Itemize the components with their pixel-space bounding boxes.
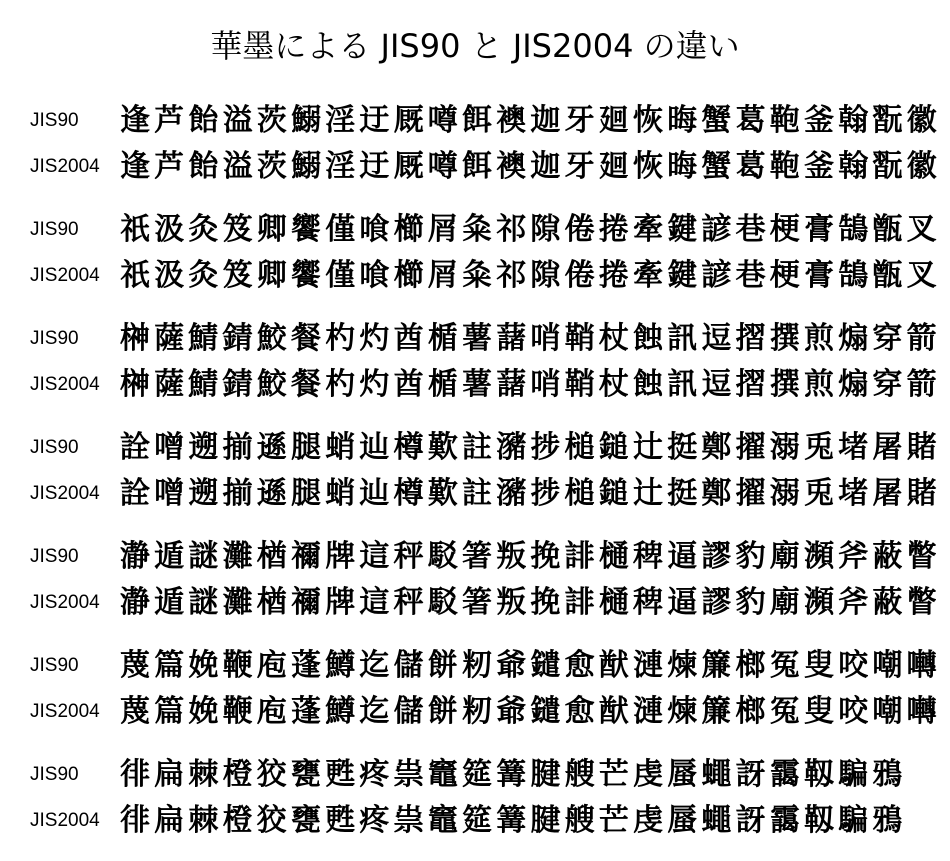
char-group-2 bbox=[0, 207, 950, 316]
glyph-sample: 蔑篇娩鞭庖蓬鱒迄儲餅籾爺鑓愈猷漣煉簾榔冤叟咬嘲囀 bbox=[120, 694, 941, 729]
glyph-sample: 榊薩鯖錆鮫餐杓灼酋楯薯藷哨鞘杖蝕訊逗摺撰煎煽穿箭 bbox=[120, 367, 941, 402]
row-label: JIS2004 bbox=[30, 156, 100, 177]
row-label: JIS2004 bbox=[30, 265, 100, 286]
row-label: JIS90 bbox=[30, 219, 79, 240]
glyph-sample: 瀞遁謎灘楢禰牌這秤駁箸叛挽誹樋稗逼謬豹廟瀕斧蔽瞥 bbox=[120, 539, 941, 574]
glyph-sample: 逢芦飴溢茨鰯淫迂厩噂餌襖迦牙廻恢晦蟹葛鞄釜翰翫徽 bbox=[120, 149, 941, 184]
row-jis90 bbox=[0, 98, 950, 144]
comparison-table bbox=[0, 98, 950, 861]
glyph-sample: 榊薩鯖錆鮫餐杓灼酋楯薯藷哨鞘杖蝕訊逗摺撰煎煽穿箭 bbox=[120, 321, 941, 356]
row-jis90 bbox=[0, 643, 950, 689]
glyph-sample: 詮噌遡揃遜腿蛸辿樽歎註瀦捗槌鎚辻挺鄭擢溺兎堵屠賭 bbox=[120, 430, 941, 465]
glyph-sample: 祇汲灸笈卿饗僅喰櫛屑粂祁隙倦捲牽鍵諺巷梗膏鵠甑叉 bbox=[120, 212, 941, 247]
row-jis2004 bbox=[0, 689, 950, 735]
row-jis90 bbox=[0, 534, 950, 580]
row-jis2004 bbox=[0, 580, 950, 626]
row-label: JIS90 bbox=[30, 655, 79, 676]
glyph-sample: 蔑篇娩鞭庖蓬鱒迄儲餅籾爺鑓愈猷漣煉簾榔冤叟咬嘲囀 bbox=[120, 648, 941, 683]
char-group-3 bbox=[0, 316, 950, 425]
glyph-sample: 詮噌遡揃遜腿蛸辿樽歎註瀦捗槌鎚辻挺鄭擢溺兎堵屠賭 bbox=[120, 476, 941, 511]
char-group-1 bbox=[0, 98, 950, 207]
row-jis2004 bbox=[0, 471, 950, 517]
char-group-5 bbox=[0, 534, 950, 643]
row-label: JIS90 bbox=[30, 328, 79, 349]
row-label: JIS2004 bbox=[30, 592, 100, 613]
row-jis2004 bbox=[0, 253, 950, 299]
page-title: 華墨による JIS90 と JIS2004 の違い bbox=[210, 27, 740, 65]
row-jis2004 bbox=[0, 144, 950, 190]
glyph-sample: 徘扁棘橙狡甕甦疼祟竈筵篝腱艘芒虔蜃蠅訝靄靱騙鴉 bbox=[120, 757, 907, 792]
row-jis90 bbox=[0, 425, 950, 471]
glyph-sample: 瀞遁謎灘楢禰牌這秤駁箸叛挽誹樋稗逼謬豹廟瀕斧蔽瞥 bbox=[120, 585, 941, 620]
glyph-sample: 徘扁棘橙狡甕甦疼祟竈筵篝腱艘芒虔蜃蠅訝靄靱騙鴉 bbox=[120, 803, 907, 838]
row-label: JIS90 bbox=[30, 764, 79, 785]
char-group-6 bbox=[0, 643, 950, 752]
row-jis90 bbox=[0, 207, 950, 253]
row-jis2004 bbox=[0, 362, 950, 408]
char-group-7 bbox=[0, 752, 950, 861]
row-jis2004 bbox=[0, 798, 950, 844]
row-jis90 bbox=[0, 752, 950, 798]
row-label: JIS90 bbox=[30, 437, 79, 458]
row-label: JIS2004 bbox=[30, 810, 100, 831]
glyph-sample: 逢芦飴溢茨鰯淫迂厩噂餌襖迦牙廻恢晦蟹葛鞄釜翰翫徽 bbox=[120, 103, 941, 138]
row-label: JIS2004 bbox=[30, 374, 100, 395]
glyph-sample: 祇汲灸笈卿饗僅喰櫛屑粂祁隙倦捲牽鍵諺巷梗膏鵠甑叉 bbox=[120, 258, 941, 293]
row-label: JIS90 bbox=[30, 546, 79, 567]
row-label: JIS2004 bbox=[30, 483, 100, 504]
row-jis90 bbox=[0, 316, 950, 362]
row-label: JIS2004 bbox=[30, 701, 100, 722]
char-group-4 bbox=[0, 425, 950, 534]
row-label: JIS90 bbox=[30, 110, 79, 131]
